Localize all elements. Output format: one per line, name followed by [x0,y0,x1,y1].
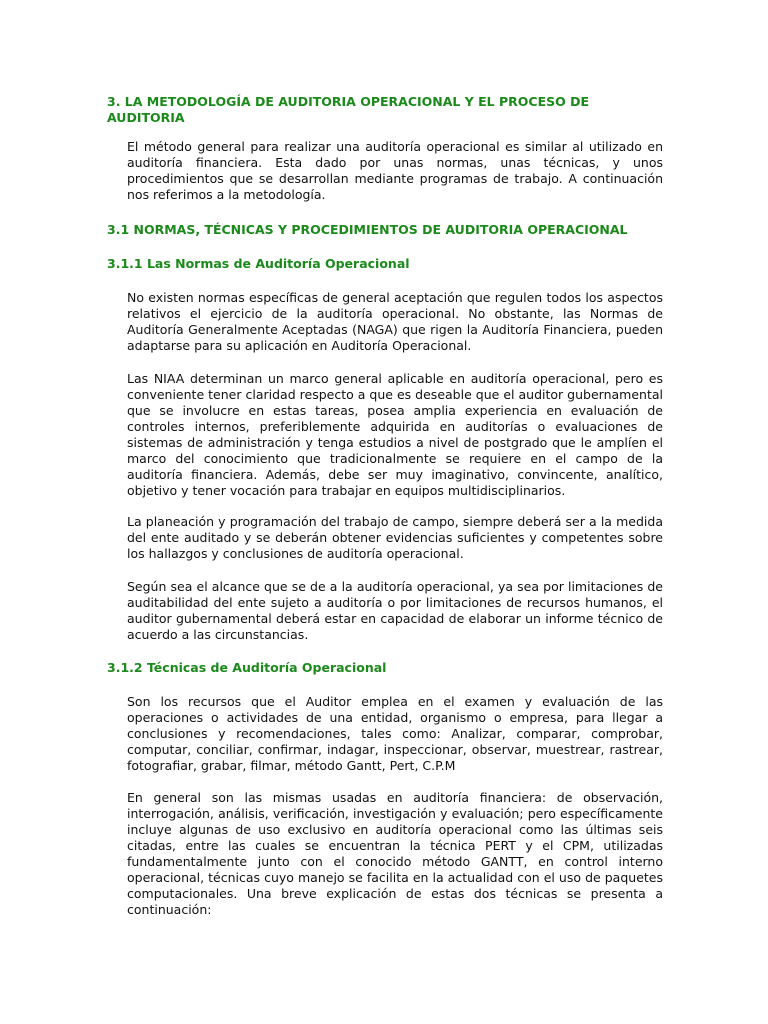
section-3-1-1-heading: 3.1.1 Las Normas de Auditoría Operacional [107,256,410,271]
tecnicas-paragraph-1: Son los recursos que el Auditor emplea en el examen y evaluación de las operaciones o actividades de una entidad, organismo o empresa, para llegar a conclusiones y recomendaciones, tales como: Analizar, comparar, comprobar, computar, conciliar, confirmar, indagar, inspeccionar, observar, muestrear, rastrear, fotografiar, grabar, filmar, método Gantt, Pert, C.P.M [127,694,663,773]
section-3-1-heading: 3.1 NORMAS, TÉCNICAS Y PROCEDIMIENTOS DE AUDITORIA OPERACIONAL [107,222,628,237]
intro-paragraph: El método general para realizar una auditoría operacional es similar al utilizado en auditoría financiera. Esta dado por unas normas, unas técnicas, y unos procedimientos que se desarrollan mediante programas de trabajo. A continuación nos referimos a la metodología. [127,139,663,202]
normas-paragraph-4: Según sea el alcance que se de a la auditoría operacional, ya sea por limitaciones de auditabilidad del ente sujeto a auditoría o por limitaciones de recursos humanos, el auditor gubernamental deberá estar en capacidad de elaborar un informe técnico de acuerdo a las circunstancias. [127,579,663,642]
normas-paragraph-3: La planeación y programación del trabajo de campo, siempre deberá ser a la medida del ente auditado y se deberán obtener evidencias suficientes y competentes sobre los hallazgos y conclusiones de auditoría operacional. [127,514,663,561]
section-3-heading: 3. LA METODOLOGÍA DE AUDITORIA OPERACIONAL Y EL PROCESO DE AUDITORIA [107,94,590,125]
normas-paragraph-1: No existen normas específicas de general aceptación que regulen todos los aspectos relativos el ejercicio de la auditoría operacional. No obstante, las Normas de Auditoría Generalmente Aceptadas (NAGA) que rigen la Auditoría Financiera, pueden adaptarse para su aplicación en Auditoría Operacional. [127,290,663,353]
normas-paragraph-2: Las NIAA determinan un marco general aplicable en auditoría operacional, pero es conveniente tener claridad respecto a que es deseable que el auditor gubernamental que se involucre en estas tareas, posea amplia experiencia en evaluación de controles internos, preferiblemente adquirida en auditorías o evaluaciones de sistemas de administración y tenga estudios a nivel de postgrado que le amplíen el marco del conocimiento que tradicionalmente se requiere en el campo de la auditoría financiera. Además, debe ser muy imaginativo, convincente, analítico, objetivo y tener vocación para trabajar en equipos multidisciplinarios. [127,371,663,498]
tecnicas-paragraph-2: En general son las mismas usadas en auditoría financiera: de observación, interrogación, análisis, verificación, investigación y evaluación; pero específicamente incluye algunas de uso exclusivo en auditoría operacional como las últimas seis citadas, entre las cuales se encuentran la técnica PERT y el CPM, utilizadas fundamentalmente junto con el conocido método GANTT, en control interno operacional, técnicas cuyo manejo se facilita en la actualidad con el uso de paquetes computacionales. Una breve explicación de estas dos técnicas se presenta a continuación: [127,790,663,917]
section-3-1-2-heading: 3.1.2 Técnicas de Auditoría Operacional [107,660,387,675]
